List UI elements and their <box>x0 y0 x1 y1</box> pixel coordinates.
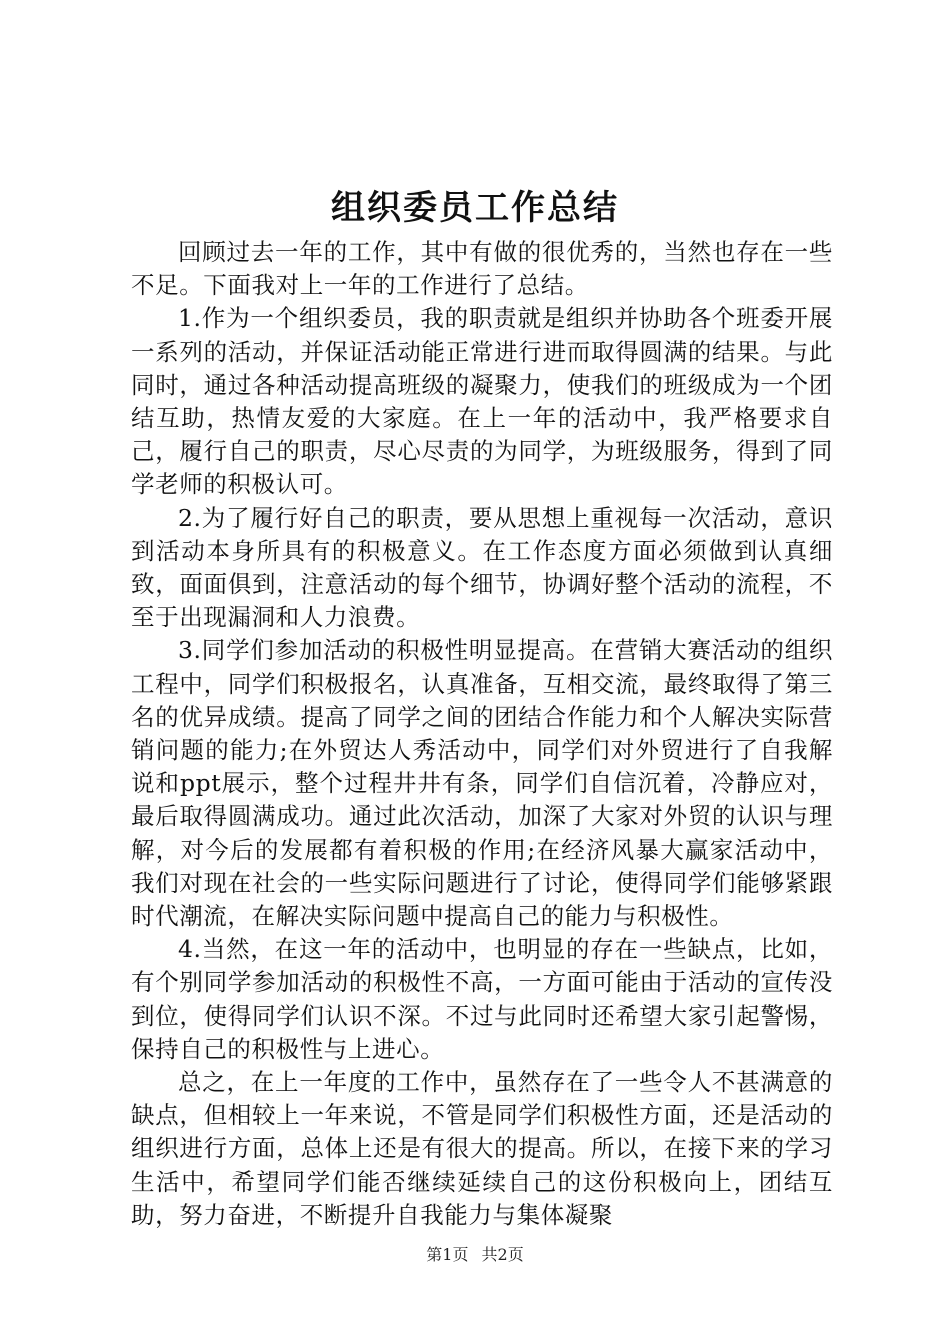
paragraph-intro: 回顾过去一年的工作，其中有做的很优秀的，当然也存在一些不足。下面我对上一年的工作进行了总结。 <box>131 238 833 300</box>
page-number: 第1页 <box>426 1245 469 1264</box>
paragraph-summary: 总之，在上一年度的工作中，虽然存在了一些令人不甚满意的缺点，但相较上一年来说，不管是同学们积极性方面，还是活动的组织进行方面，总体上还是有很大的提高。所以，在接下来的学习生活中，希望同学们能否继续延续自己的这份积极向上，团结互助，努力奋进，不断提升自我能力与集体凝聚 <box>131 1068 833 1229</box>
page-total: 共2页 <box>481 1245 524 1264</box>
paragraph-item-1: 1.作为一个组织委员，我的职责就是组织并协助各个班委开展一系列的活动，并保证活动能正常进行进而取得圆满的结果。与此同时，通过各种活动提高班级的凝聚力，使我们的班级成为一个团结互助，热情友爱的大家庭。在上一年的活动中，我严格要求自己，履行自己的职责，尽心尽责的为同学，为班级服务，得到了同学老师的积极认可。 <box>131 304 833 499</box>
paragraph-item-2: 2.为了履行好自己的职责，要从思想上重视每一次活动，意识到活动本身所具有的积极意义。在工作态度方面必须做到认真细致，面面俱到，注意活动的每个细节，协调好整个活动的流程，不至于出现漏洞和人力浪费。 <box>131 503 833 632</box>
document-title: 组织委员工作总结 <box>331 188 619 228</box>
page-footer <box>0 1244 950 1266</box>
paragraph-item-4: 4.当然，在这一年的活动中，也明显的存在一些缺点，比如，有个别同学参加活动的积极性不高，一方面可能由于活动的宣传没到位，使得同学们认识不深。不过与此同时还希望大家引起警惕，保持自己的积极性与上进心。 <box>131 935 833 1063</box>
document-body <box>131 236 833 1232</box>
paragraph-item-3: 3.同学们参加活动的积极性明显提高。在营销大赛活动的组织工程中，同学们积极报名，认真准备，互相交流，最终取得了第三名的优异成绩。提高了同学之间的团结合作能力和个人解决实际营销问题的能力;在外贸达人秀活动中，同学们对外贸进行了自我解说和ppt展示，整个过程井井有条，同学们自信沉着，冷静应对，最后取得圆满成功。通过此次活动，加深了大家对外贸的认识与理解，对今后的发展都有着积极的作用;在经济风暴大赢家活动中，我们对现在社会的一些实际问题进行了讨论，使得同学们能够紧跟时代潮流，在解决实际问题中提高自己的能力与积极性。 <box>131 636 833 931</box>
